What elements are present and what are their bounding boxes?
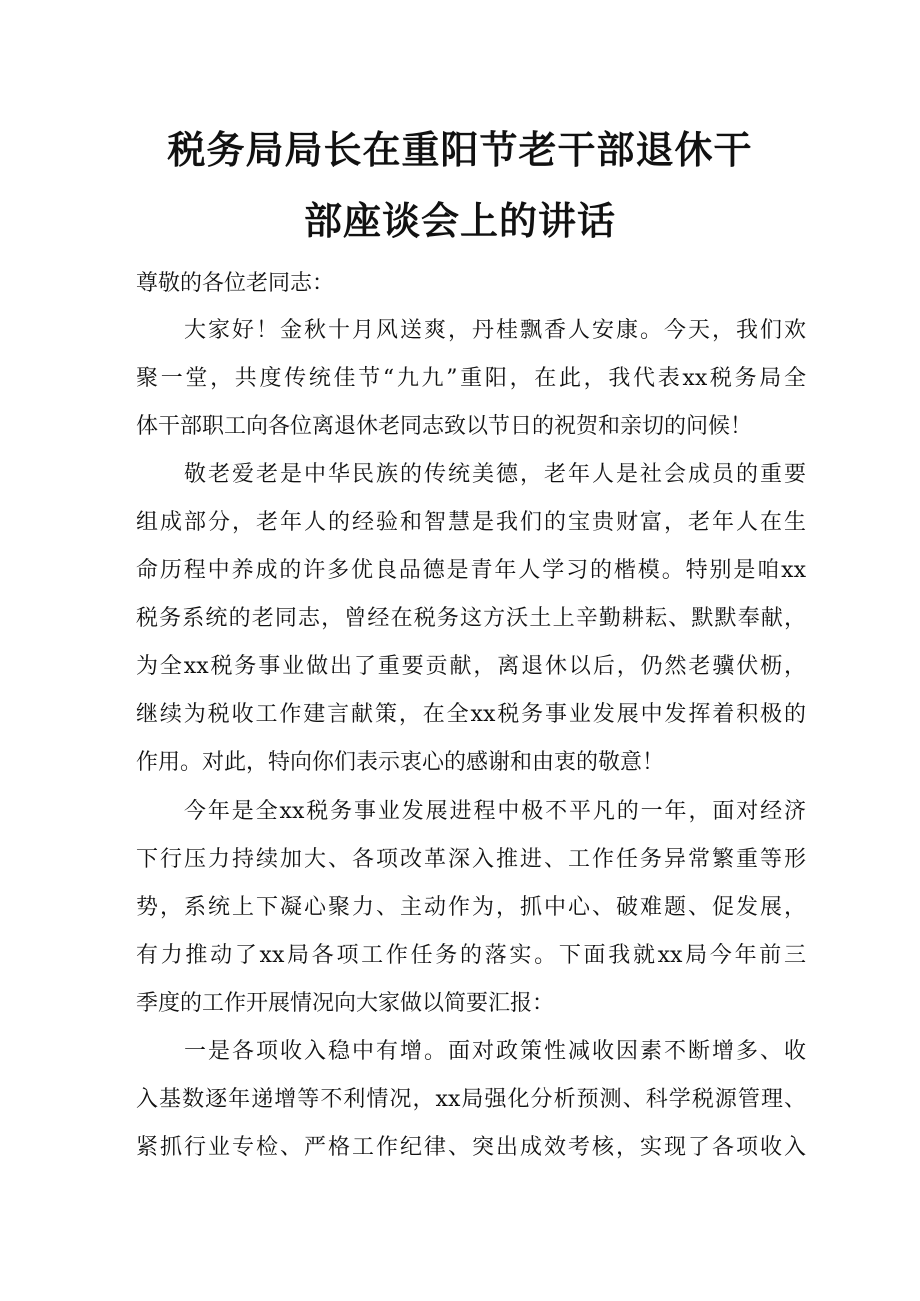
paragraph-4-line-2: 入基数逐年递增等不利情况，xx局强化分析预测、科学税源管理、 <box>136 1087 806 1112</box>
paragraph-3-line-3: 势，系统上下凝心聚力、主动作为，抓中心、破难题、促发展， <box>136 895 806 920</box>
paragraph-2-line-2: 组成部分，老年人的经验和智慧是我们的宝贵财富，老年人在生 <box>136 510 806 535</box>
paragraph-2-line-7: 作用。对此，特向你们表示衷心的感谢和由衷的敬意！ <box>136 750 665 775</box>
paragraph-4-line-3: 紧抓行业专检、严格工作纪律、突出成效考核，实现了各项收入 <box>136 1135 806 1160</box>
document-title-line-2: 部座谈会上的讲话 <box>303 199 616 243</box>
paragraph-2-line-3: 命历程中养成的许多优良品德是青年人学习的楷模。特别是咱xx <box>136 558 806 583</box>
paragraph-3-line-1: 今年是全xx税务事业发展进程中极不平凡的一年，面对经济 <box>184 799 806 824</box>
document-title-line-1: 税务局局长在重阳节老干部退休干 <box>167 128 753 172</box>
paragraph-3-line-2: 下行压力持续加大、各项改革深入推进、工作任务异常繁重等形 <box>136 847 806 872</box>
salutation: 尊敬的各位老同志： <box>136 271 335 296</box>
paragraph-2-line-1: 敬老爱老是中华民族的传统美德，老年人是社会成员的重要 <box>184 462 806 487</box>
paragraph-4-line-1: 一是各项收入稳中有增。面对政策性减收因素不断增多、收 <box>184 1039 806 1064</box>
paragraph-2-line-5: 为全xx税务事业做出了重要贡献，离退休以后，仍然老骥伏枥， <box>136 654 806 679</box>
paragraph-1-line-3: 体干部职工向各位离退休老同志致以节日的祝贺和亲切的问候！ <box>136 414 753 439</box>
paragraph-1-line-1: 大家好！金秋十月风送爽，丹桂飘香人安康。今天，我们欢 <box>184 318 806 343</box>
paragraph-2-line-4: 税务系统的老同志，曾经在税务这方沃土上辛勤耕耘、默默奉献， <box>136 606 806 631</box>
paragraph-2-line-6: 继续为税收工作建言献策，在全xx税务事业发展中发挥着积极的 <box>136 702 806 727</box>
paragraph-1-line-2: 聚一堂，共度传统佳节“九九”重阳，在此，我代表xx税务局全 <box>136 366 806 391</box>
paragraph-3-line-4: 有力推动了xx局各项工作任务的落实。下面我就xx局今年前三 <box>136 943 806 968</box>
paragraph-3-line-5: 季度的工作开展情况向大家做以简要汇报： <box>136 991 555 1016</box>
